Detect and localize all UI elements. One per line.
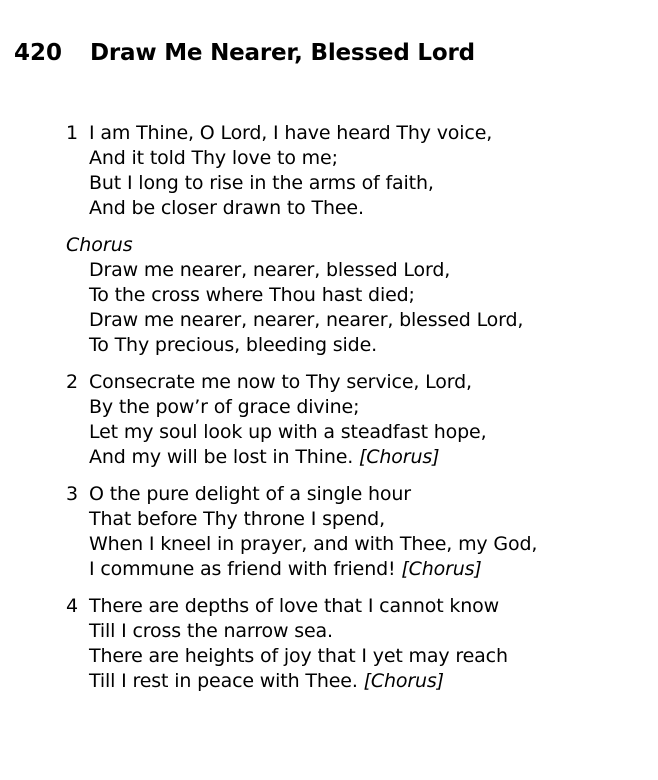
chorus-reference: [Chorus] <box>359 446 440 468</box>
chorus <box>66 233 646 358</box>
verse-number: 4 <box>66 595 79 617</box>
verse-2 <box>66 370 646 470</box>
chorus-line: Draw me nearer, nearer, blessed Lord, <box>89 259 451 281</box>
verse-4 <box>66 594 646 694</box>
verse-line: By the pow’r of grace divine; <box>89 396 360 418</box>
chorus-line: To Thy precious, bleeding side. <box>89 334 378 356</box>
verse-3 <box>66 482 646 582</box>
hymn-title: Draw Me Nearer, Blessed Lord <box>90 40 475 66</box>
chorus-line: Draw me nearer, nearer, nearer, blessed Lord, <box>89 309 524 331</box>
verse-line: Let my soul look up with a steadfast hope, <box>89 421 487 443</box>
verse-line: Consecrate me now to Thy service, Lord, <box>89 371 472 393</box>
verse-line <box>66 557 646 582</box>
verse-number: 3 <box>66 483 79 505</box>
hymn-body <box>66 121 646 694</box>
verse-line: I am Thine, O Lord, I have heard Thy voice, <box>89 122 493 144</box>
verse-line: Till I cross the narrow sea. <box>89 620 333 642</box>
verse-line: There are heights of joy that I yet may reach <box>89 645 508 667</box>
verse-line: When I kneel in prayer, and with Thee, my God, <box>89 533 538 555</box>
verse-line: There are depths of love that I cannot know <box>89 595 500 617</box>
verse-line <box>66 445 646 470</box>
verse-line: And be closer drawn to Thee. <box>89 197 364 219</box>
verse-line <box>66 669 646 694</box>
verse-line: That before Thy throne I spend, <box>89 508 385 530</box>
chorus-reference: [Chorus] <box>401 558 482 580</box>
verse-line: But I long to rise in the arms of faith, <box>89 172 434 194</box>
hymn-header <box>14 40 475 74</box>
verse-line-text: Till I rest in peace with Thee. <box>89 670 364 692</box>
verse-line: O the pure delight of a single hour <box>89 483 411 505</box>
verse-line-text: I commune as friend with friend! <box>89 558 402 580</box>
hymn-number: 420 <box>14 40 63 66</box>
verse-1 <box>66 121 646 221</box>
verse-line-text: And my will be lost in Thine. <box>89 446 360 468</box>
verse-number: 2 <box>66 371 79 393</box>
chorus-line: To the cross where Thou hast died; <box>89 284 415 306</box>
verse-line: And it told Thy love to me; <box>89 147 338 169</box>
chorus-label: Chorus <box>66 234 133 256</box>
chorus-reference: [Chorus] <box>363 670 444 692</box>
verse-number: 1 <box>66 122 79 144</box>
